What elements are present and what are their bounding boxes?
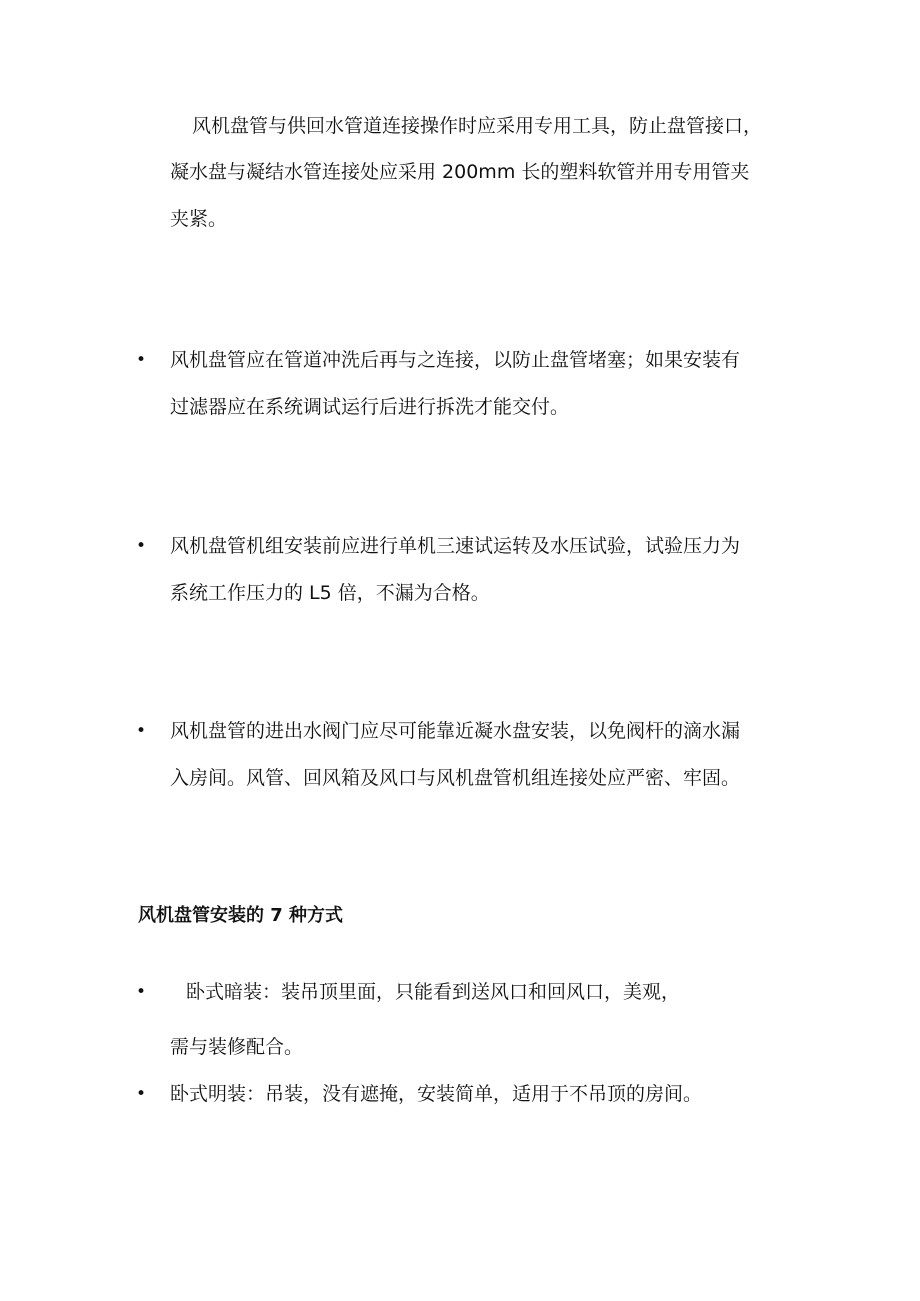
section-heading: 风机盘管安装的 7 种方式: [138, 905, 344, 926]
list-item-line-1: 风机盘管的进出水阀门应尽可能靠近凝水盘安装，以免阀杆的滴水漏: [170, 720, 741, 742]
bullet-marker: •: [136, 1084, 147, 1104]
list-item-line-2: 过滤器应在系统调试运行后进行拆洗才能交付。: [170, 396, 570, 418]
bullet-marker: •: [136, 536, 147, 556]
intro-line-3: 夹紧。: [170, 208, 228, 230]
bullet-marker: •: [136, 350, 147, 370]
list-item-line-2: 入房间。风管、回风箱及风口与风机盘管机组连接处应严密、牢固。: [170, 767, 741, 789]
bullet-marker: •: [136, 982, 147, 1002]
intro-line-2: 凝水盘与凝结水管连接处应采用 200mm 长的塑料软管并用专用管夹: [170, 161, 750, 183]
list-item-line-1: 风机盘管应在管道冲洗后再与之连接，以防止盘管堵塞；如果安装有: [170, 349, 741, 371]
list-item-line-1: 卧式明装：吊装，没有遮掩，安装简单，适用于不吊顶的房间。: [170, 1083, 703, 1105]
bullet-marker: •: [136, 721, 147, 741]
list-item-line-1: 卧式暗装：装吊顶里面，只能看到送风口和回风口，美观，: [186, 981, 681, 1003]
list-item-line-2: 系统工作压力的 L5 倍，不漏为合格。: [170, 582, 490, 604]
intro-line-1: 风机盘管与供回水管道连接操作时应采用专用工具，防止盘管接口，: [192, 115, 763, 137]
list-item-line-1: 风机盘管机组安装前应进行单机三速试运转及水压试验，试验压力为: [170, 535, 741, 557]
list-item-line-2: 需与装修配合。: [170, 1036, 304, 1058]
